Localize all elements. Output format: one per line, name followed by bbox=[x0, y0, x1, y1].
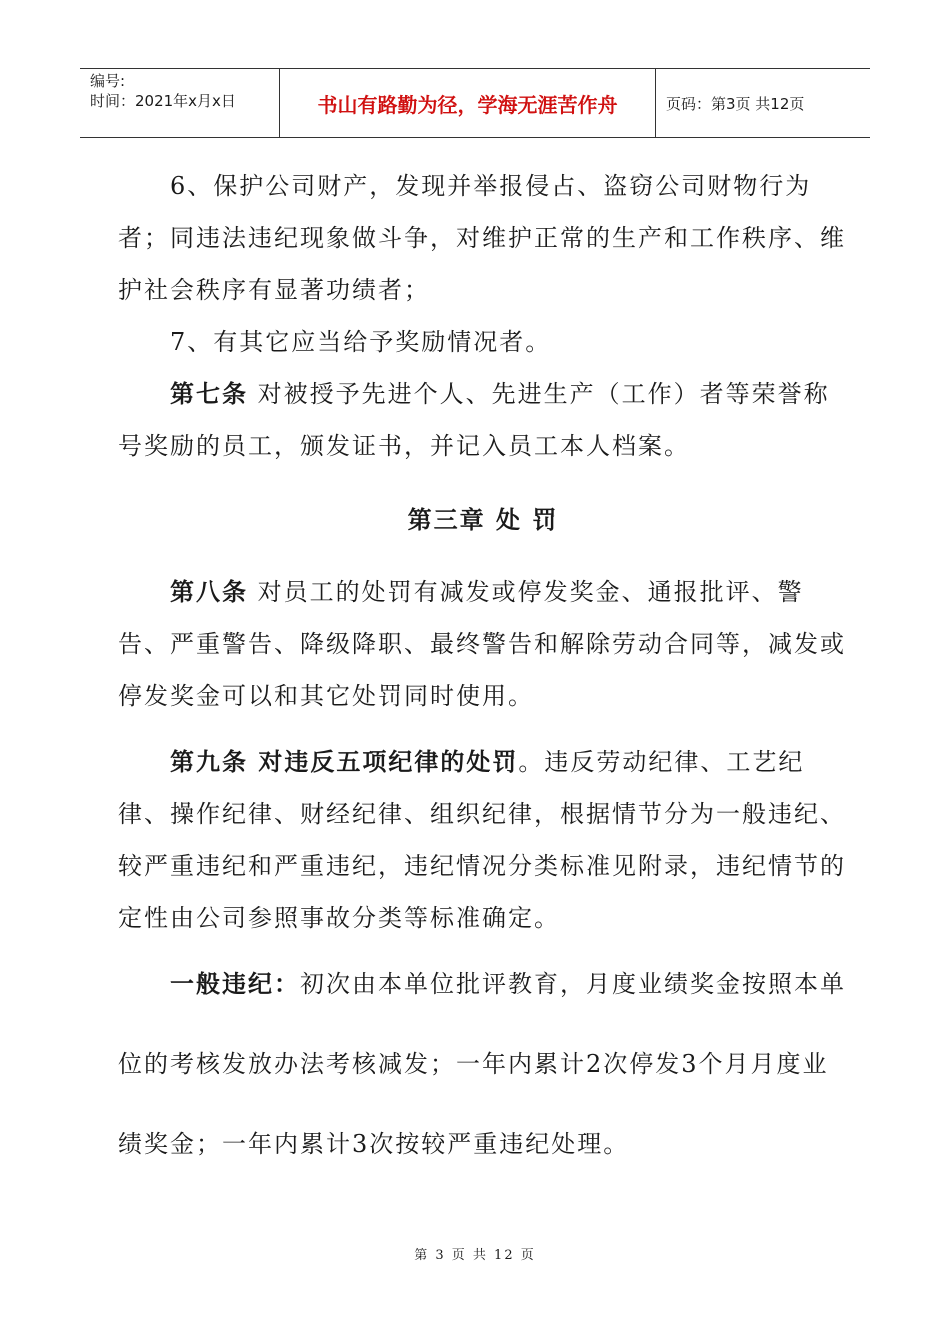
article-9-title: 第九条 对违反五项纪律的处罚 bbox=[170, 747, 519, 776]
article-9-text: 。违反劳动纪律、工艺纪律、操作纪律、财经纪律、组织纪律，根据情节分为一般违纪、较严重违纪和严重违纪，违纪情况分类标准见附录，违纪情节的定性由公司参照事故分类等标准确定。 bbox=[118, 748, 846, 932]
header-meta bbox=[80, 69, 280, 137]
paragraph-item-6: 6、保护公司财产，发现并举报侵占、盗窃公司财物行为者；同违法违纪现象做斗争，对维护正常的生产和工作秩序、维护社会秩序有显著功绩者； bbox=[118, 172, 846, 304]
article-8-title: 第八条 bbox=[170, 577, 248, 606]
document-body bbox=[118, 160, 848, 1184]
paragraph-item-7: 7、有其它应当给予奖励情况者。 bbox=[170, 328, 552, 356]
article-8 bbox=[118, 566, 848, 722]
general-violation bbox=[118, 944, 848, 1184]
article-8-text: 对员工的处罚有减发或停发奖金、通报批评、警告、严重警告、降级降职、最终警告和解除劳动合同等，减发或停发奖金可以和其它处罚同时使用。 bbox=[118, 578, 846, 710]
page-footer: 第 3 页 共 12 页 bbox=[414, 1248, 536, 1263]
page-header bbox=[80, 68, 870, 138]
header-motto: 书山有路勤为径，学海无涯苦作舟 bbox=[280, 69, 656, 137]
article-9 bbox=[118, 736, 848, 944]
header-page-info: 页码：第3页 共12页 bbox=[666, 94, 805, 113]
general-violation-title: 一般违纪： bbox=[170, 969, 300, 998]
document-number-label: 编号: bbox=[90, 72, 126, 90]
general-violation-text: 初次由本单位批评教育，月度业绩奖金按照本单位的考核发放办法考核减发；一年内累计2次停发3个月月度业绩奖金；一年内累计3次按较严重违纪处理。 bbox=[118, 970, 846, 1158]
article-7-text: 对被授予先进个人、先进生产（工作）者等荣誉称号奖励的员工，颁发证书，并记入员工本人档案。 bbox=[118, 380, 830, 460]
document-time: 时间：2021年x月x日 bbox=[90, 92, 236, 110]
article-7 bbox=[118, 368, 848, 472]
article-7-title: 第七条 bbox=[170, 379, 248, 408]
chapter-heading: 第三章 处 罚 bbox=[407, 505, 559, 534]
